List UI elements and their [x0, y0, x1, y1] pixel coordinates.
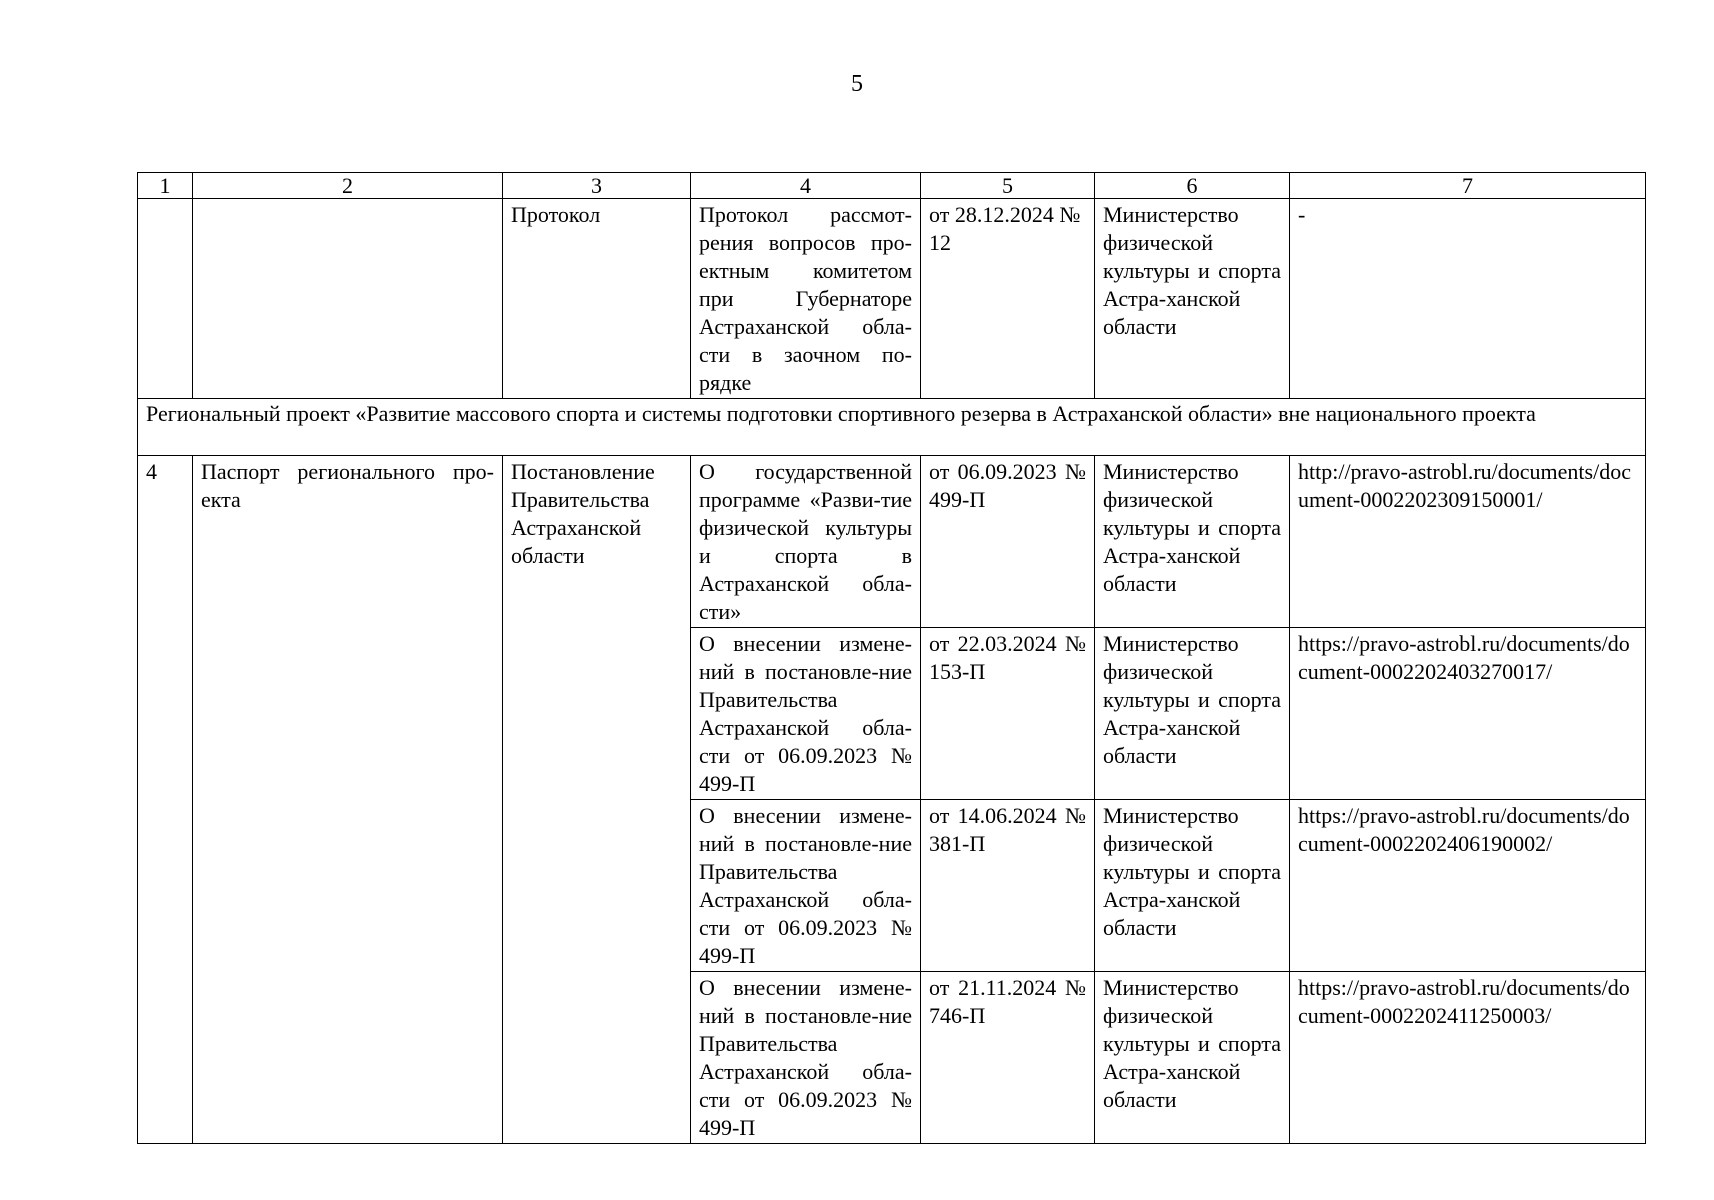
organization-cell: Министерство физической культуры и спорта Астра-ханской области [1095, 972, 1290, 1144]
column-header: 6 [1095, 173, 1290, 199]
document-title-cell: О государственной программе «Разви-тие физической культуры и спорта в Астраханской обла-сти» [691, 456, 921, 628]
page-number: 5 [851, 71, 863, 97]
document-date-cell: от 22.03.2024 № 153-П [921, 628, 1095, 800]
section-title: Региональный проект «Развитие массового спорта и системы подготовки спортивного резерва в Астраханской области» вне национального проекта [138, 399, 1646, 456]
link-cell[interactable]: https://pravo-astrobl.ru/documents/document-0002202403270017/ [1290, 628, 1646, 800]
column-header: 2 [193, 173, 503, 199]
document-name-cell [193, 199, 503, 399]
document-date-cell: от 14.06.2024 № 381-П [921, 800, 1095, 972]
document-date-cell: от 21.11.2024 № 746-П [921, 972, 1095, 1144]
organization-cell: Министерство физической культуры и спорта Астра-ханской области [1095, 199, 1290, 399]
document-title-cell: О внесении измене-ний в постановле-ние Правительства Астраханской обла-сти от 06.09.2023 № 499-П [691, 800, 921, 972]
document-title-cell: О внесении измене-ний в постановле-ние Правительства Астраханской обла-сти от 06.09.2023 № 499-П [691, 628, 921, 800]
document-type-cell: Протокол [503, 199, 691, 399]
section-header-row [138, 399, 1646, 456]
table-row [138, 456, 1646, 628]
column-header: 3 [503, 173, 691, 199]
link-cell[interactable]: http://pravo-astrobl.ru/documents/document-0002202309150001/ [1290, 456, 1646, 628]
document-table [137, 172, 1646, 1144]
column-header: 1 [138, 173, 193, 199]
organization-cell: Министерство физической культуры и спорта Астра-ханской области [1095, 628, 1290, 800]
table-row [138, 199, 1646, 399]
link-cell[interactable]: https://pravo-astrobl.ru/documents/document-0002202411250003/ [1290, 972, 1646, 1144]
column-header: 4 [691, 173, 921, 199]
document-date-cell: от 06.09.2023 № 499-П [921, 456, 1095, 628]
column-header: 7 [1290, 173, 1646, 199]
link-cell: - [1290, 199, 1646, 399]
document-type-cell: Постановление Правительства Астраханской области [503, 456, 691, 1144]
column-header: 5 [921, 173, 1095, 199]
document-title-cell: Протокол рассмот-рения вопросов про-ектным комитетом при Губернаторе Астраханской обла-сти в заочном по-рядке [691, 199, 921, 399]
document-name-cell: Паспорт регионального про-екта [193, 456, 503, 1144]
column-header-row [138, 173, 1646, 199]
document-date-cell: от 28.12.2024 № 12 [921, 199, 1095, 399]
row-number-cell [138, 199, 193, 399]
organization-cell: Министерство физической культуры и спорта Астра-ханской области [1095, 800, 1290, 972]
organization-cell: Министерство физической культуры и спорта Астра-ханской области [1095, 456, 1290, 628]
link-cell[interactable]: https://pravo-astrobl.ru/documents/document-0002202406190002/ [1290, 800, 1646, 972]
document-title-cell: О внесении измене-ний в постановле-ние Правительства Астраханской обла-сти от 06.09.2023 № 499-П [691, 972, 921, 1144]
row-number-cell: 4 [138, 456, 193, 1144]
